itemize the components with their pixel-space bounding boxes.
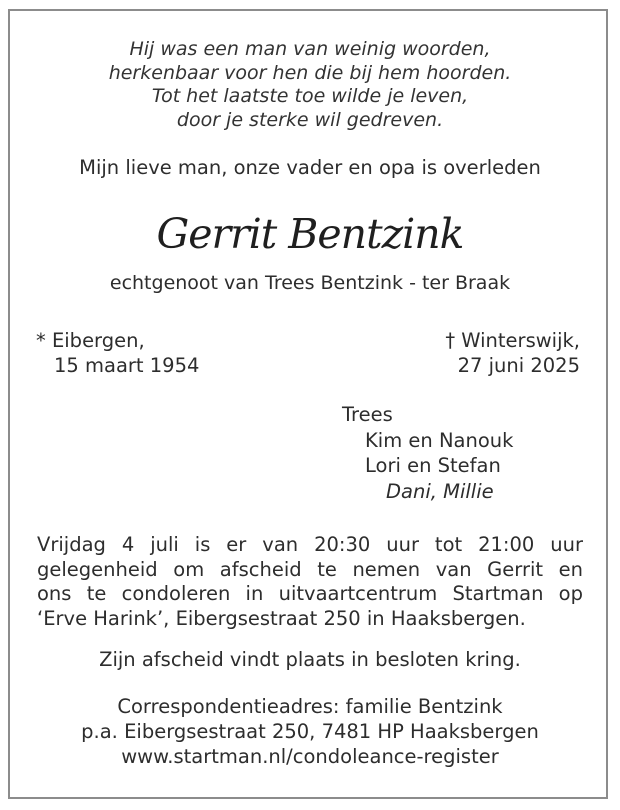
poem-line: Tot het laatste toe wilde je leven, xyxy=(151,85,469,107)
wake-line: gelegenheid om afscheid te nemen van Gerrit en xyxy=(37,557,583,581)
intro-text: Mijn lieve man, onze vader en opa is overleden xyxy=(79,156,541,179)
poem-line: Hij was een man van weinig woorden, xyxy=(129,38,491,60)
death-info xyxy=(445,328,580,378)
farewell-text: Zijn afscheid vindt plaats in besloten kring. xyxy=(99,648,521,671)
family-children: Lori en Stefan xyxy=(365,454,501,477)
wake-line: ‘Erve Harink’, Eibergsestraat 250 in Haaksbergen. xyxy=(37,606,526,630)
contact-block xyxy=(0,694,620,769)
family-grandchildren: Dani, Millie xyxy=(386,479,494,503)
family-list xyxy=(342,402,513,504)
poem-line: herkenbaar voor hen die bij hem hoorden. xyxy=(108,61,512,84)
wake-line: ons te condoleren in uitvaartcentrum Startman op xyxy=(37,582,583,605)
condolence-link[interactable]: www.startman.nl/condoleance-register xyxy=(121,745,499,768)
wake-line: Vrijdag 4 juli is er van 20:30 uur tot 21:00 uur xyxy=(37,533,583,556)
spouse-line: echtgenoot van Trees Bentzink - ter Braak xyxy=(109,272,511,294)
poem xyxy=(0,38,620,132)
family-partner: Trees xyxy=(342,403,393,426)
birth-date: 15 maart 1954 xyxy=(54,354,200,377)
family-children: Kim en Nanouk xyxy=(365,428,514,452)
poem-line: door je sterke wil gedreven. xyxy=(176,108,444,131)
deceased-name: Gerrit Bentzink xyxy=(156,210,464,258)
death-place: † Winterswijk, xyxy=(445,329,580,352)
birth-info xyxy=(36,328,199,378)
death-date: 27 juni 2025 xyxy=(457,354,580,377)
contact-address: p.a. Eibergsestraat 250, 7481 HP Haaksbergen xyxy=(81,720,539,743)
wake-paragraph xyxy=(37,533,583,631)
birth-place: * Eibergen, xyxy=(36,329,145,352)
contact-address-label: Correspondentieadres: familie Bentzink xyxy=(117,695,503,718)
